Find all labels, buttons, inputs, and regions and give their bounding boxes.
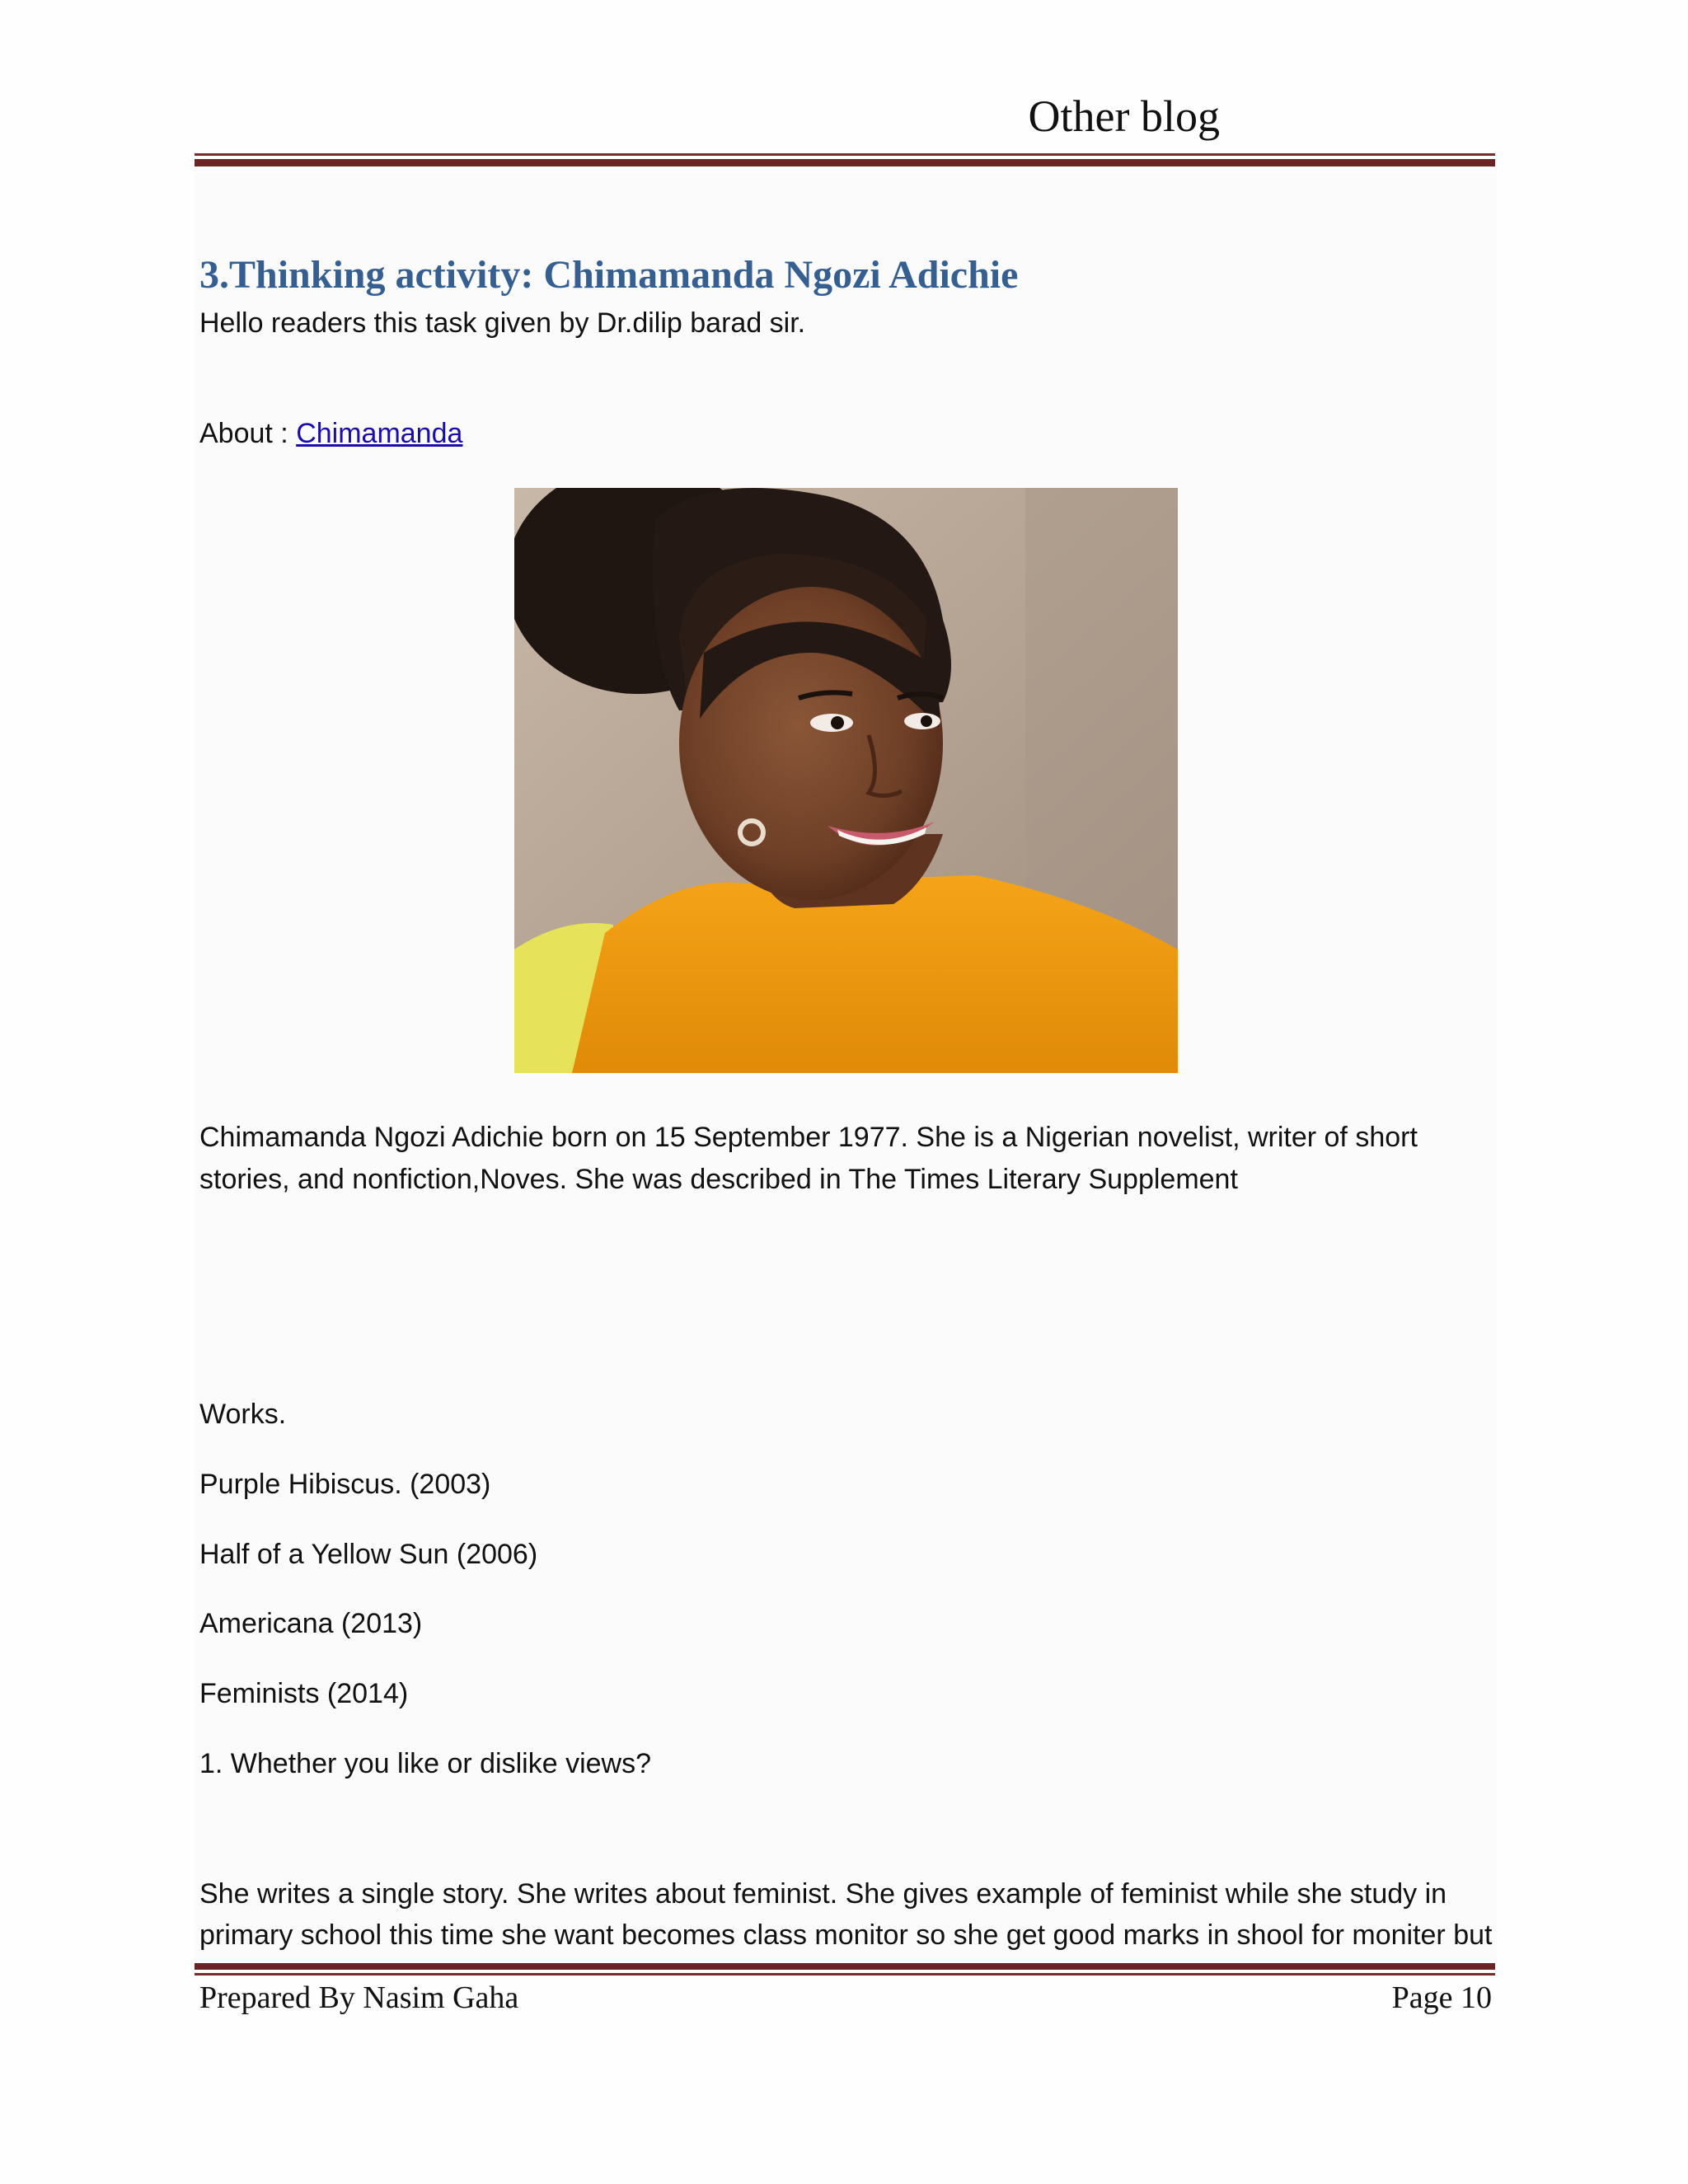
footer-page-number: Page 10 — [1391, 1980, 1492, 2015]
footer-prepared-by: Prepared By Nasim Gaha — [199, 1980, 519, 2015]
bio-line-1: Chimamanda Ngozi Adichie born on 15 September 1977. She is a Nigerian novelist, writer of short — [199, 1122, 1418, 1153]
footer-rule — [195, 1963, 1495, 1975]
works-label: Works. — [199, 1399, 287, 1430]
header-rule — [195, 153, 1495, 166]
about-line — [199, 417, 462, 451]
work-item: Half of a Yellow Sun (2006) — [199, 1539, 538, 1570]
intro-text: Hello readers this task given by Dr.dilip barad sir. — [199, 307, 806, 339]
work-item: Feminists (2014) — [199, 1678, 409, 1709]
bio-line-2: stories, and nonfiction,Noves. She was described in The Times Literary Supplement — [199, 1164, 1238, 1195]
question-text: 1. Whether you like or dislike views? — [199, 1748, 652, 1779]
work-item: Purple Hibiscus. (2003) — [199, 1469, 491, 1500]
answer-line-1: She writes a single story. She writes about feminist. She gives example of feminist while she study in — [199, 1878, 1447, 1910]
answer-line-2: primary school this time she want becomes class monitor so she get good marks in shool for moniter but — [199, 1919, 1493, 1951]
author-photo — [514, 488, 1178, 1073]
about-label: About : — [199, 418, 297, 449]
work-item: Americana (2013) — [199, 1608, 423, 1639]
chimamanda-link[interactable]: Chimamanda — [296, 418, 463, 449]
section-heading: 3.Thinking activity: Chimamanda Ngozi Adichie — [199, 253, 1019, 297]
header-title: Other blog — [1028, 91, 1220, 141]
